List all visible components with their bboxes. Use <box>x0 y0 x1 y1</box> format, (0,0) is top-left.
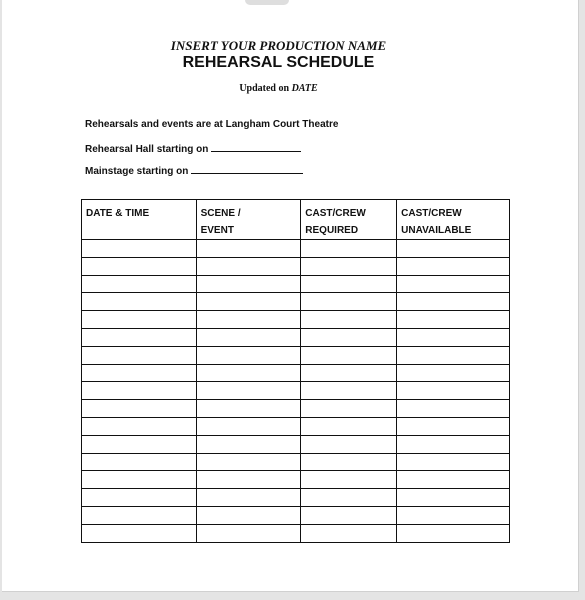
table-cell[interactable] <box>397 311 510 329</box>
table-row <box>82 417 510 435</box>
table-cell[interactable] <box>82 435 197 453</box>
table-cell[interactable] <box>82 240 197 258</box>
updated-line <box>2 83 555 94</box>
table-cell[interactable] <box>301 364 397 382</box>
table-cell[interactable] <box>196 328 301 346</box>
document-page <box>2 0 579 592</box>
table-cell[interactable] <box>196 417 301 435</box>
table-cell[interactable] <box>82 382 197 400</box>
table-cell[interactable] <box>196 257 301 275</box>
document-title: REHEARSAL SCHEDULE <box>182 54 375 71</box>
table-cell[interactable] <box>301 417 397 435</box>
table-row <box>82 240 510 258</box>
table-cell[interactable] <box>82 400 197 418</box>
page-edge-mark <box>245 0 289 5</box>
table-cell[interactable] <box>301 275 397 293</box>
column-header-text: EVENT <box>200 225 234 236</box>
table-cell[interactable] <box>301 453 397 471</box>
table-cell[interactable] <box>397 328 510 346</box>
updated-prefix: Updated on <box>239 83 290 94</box>
table-cell[interactable] <box>82 257 197 275</box>
rehearsal-hall-label: Rehearsal Hall starting on <box>85 144 209 155</box>
table-cell[interactable] <box>196 346 301 364</box>
table-row <box>82 400 510 418</box>
table-cell[interactable] <box>397 453 510 471</box>
table-cell[interactable] <box>82 364 197 382</box>
table-header-row <box>82 200 510 240</box>
table-cell[interactable] <box>196 506 301 524</box>
table-cell[interactable] <box>196 275 301 293</box>
table-cell[interactable] <box>82 311 197 329</box>
table-row <box>82 453 510 471</box>
table-row <box>82 506 510 524</box>
table-cell[interactable] <box>196 435 301 453</box>
table-row <box>82 489 510 507</box>
venue-line: Rehearsals and events are at Langham Court Theatre <box>85 119 339 130</box>
table-cell[interactable] <box>397 435 510 453</box>
mainstage-label: Mainstage starting on <box>85 166 189 177</box>
table-cell[interactable] <box>82 524 197 542</box>
table-cell[interactable] <box>301 489 397 507</box>
table-cell[interactable] <box>301 328 397 346</box>
column-header-text: CAST/CREW <box>305 208 366 219</box>
table-cell[interactable] <box>301 435 397 453</box>
table-cell[interactable] <box>397 471 510 489</box>
table-cell[interactable] <box>82 346 197 364</box>
table-cell[interactable] <box>397 364 510 382</box>
table-cell[interactable] <box>196 471 301 489</box>
table-cell[interactable] <box>301 293 397 311</box>
table-cell[interactable] <box>301 240 397 258</box>
table-cell[interactable] <box>397 382 510 400</box>
table-cell[interactable] <box>301 471 397 489</box>
table-row <box>82 293 510 311</box>
table-cell[interactable] <box>196 293 301 311</box>
schedule-table-body <box>82 240 510 543</box>
table-cell[interactable] <box>397 275 510 293</box>
rehearsal-hall-date-blank[interactable] <box>211 141 301 152</box>
column-header-text: DATE & TIME <box>86 208 150 219</box>
table-cell[interactable] <box>397 346 510 364</box>
table-cell[interactable] <box>301 257 397 275</box>
column-header <box>82 200 197 240</box>
table-cell[interactable] <box>397 489 510 507</box>
column-header-text: CAST/CREW <box>401 208 462 219</box>
rehearsal-hall-line <box>85 141 301 155</box>
table-cell[interactable] <box>397 417 510 435</box>
table-cell[interactable] <box>82 453 197 471</box>
table-cell[interactable] <box>196 382 301 400</box>
table-cell[interactable] <box>82 293 197 311</box>
table-cell[interactable] <box>397 506 510 524</box>
table-cell[interactable] <box>397 400 510 418</box>
table-cell[interactable] <box>301 311 397 329</box>
table-cell[interactable] <box>82 417 197 435</box>
table-row <box>82 364 510 382</box>
table-row <box>82 435 510 453</box>
mainstage-line <box>85 163 303 177</box>
column-header-text: REQUIRED <box>305 225 359 236</box>
table-row <box>82 524 510 542</box>
table-row <box>82 257 510 275</box>
table-cell[interactable] <box>82 471 197 489</box>
table-cell[interactable] <box>397 240 510 258</box>
production-name: INSERT YOUR PRODUCTION NAME <box>170 38 387 53</box>
table-cell[interactable] <box>82 275 197 293</box>
table-cell[interactable] <box>301 346 397 364</box>
table-cell[interactable] <box>82 328 197 346</box>
table-row <box>82 275 510 293</box>
table-cell[interactable] <box>196 400 301 418</box>
table-row <box>82 471 510 489</box>
column-header <box>301 200 397 240</box>
column-header-text: SCENE / <box>200 208 241 219</box>
table-cell[interactable] <box>301 382 397 400</box>
column-header-text: UNAVAILABLE <box>401 225 472 236</box>
table-cell[interactable] <box>301 506 397 524</box>
table-cell[interactable] <box>82 506 197 524</box>
table-cell[interactable] <box>397 257 510 275</box>
table-cell[interactable] <box>196 453 301 471</box>
table-cell[interactable] <box>196 311 301 329</box>
schedule-table <box>81 199 510 543</box>
table-row <box>82 328 510 346</box>
table-cell[interactable] <box>82 489 197 507</box>
table-row <box>82 382 510 400</box>
table-cell[interactable] <box>397 524 510 542</box>
table-row <box>82 346 510 364</box>
table-cell[interactable] <box>196 240 301 258</box>
table-row <box>82 311 510 329</box>
table-cell[interactable] <box>301 400 397 418</box>
column-header <box>397 200 510 240</box>
mainstage-date-blank[interactable] <box>191 163 303 174</box>
table-cell[interactable] <box>301 524 397 542</box>
updated-date: DATE <box>291 83 318 94</box>
table-cell[interactable] <box>397 293 510 311</box>
column-header <box>196 200 301 240</box>
table-cell[interactable] <box>196 524 301 542</box>
table-cell[interactable] <box>196 364 301 382</box>
table-cell[interactable] <box>196 489 301 507</box>
